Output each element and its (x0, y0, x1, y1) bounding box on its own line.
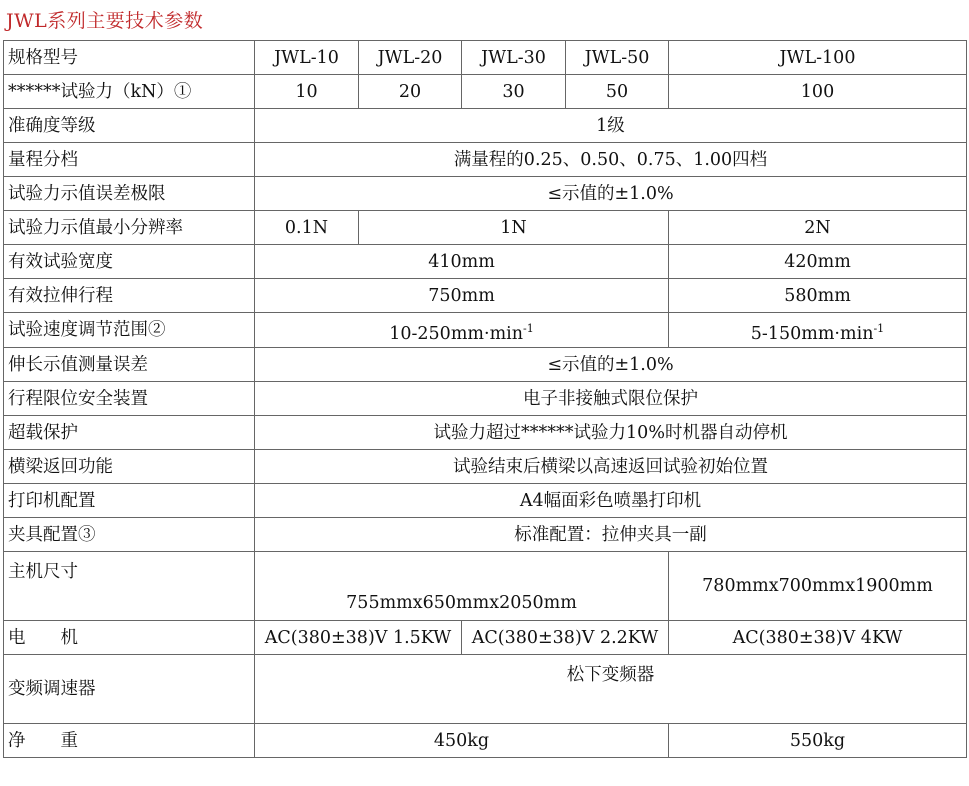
table-row (4, 655, 967, 724)
value-cell: AC(380±38)V 1.5KW (255, 621, 462, 655)
table-row (4, 382, 967, 416)
value-cell: 0.1N (255, 211, 359, 245)
row-label: 行程限位安全装置 (4, 382, 255, 416)
value-cell: AC(380±38)V 4KW (669, 621, 967, 655)
row-label: 变频调速器 (4, 655, 255, 724)
table-row (4, 75, 967, 109)
table-row (4, 450, 967, 484)
row-label: 试验力示值最小分辨率 (4, 211, 255, 245)
table-row (4, 211, 967, 245)
row-label: 规格型号 (4, 41, 255, 75)
value-cell: 780mmx700mmx1900mm (669, 552, 967, 621)
row-label (4, 552, 255, 621)
value-cell (255, 655, 967, 724)
value-cell: ≤示值的±1.0% (255, 348, 967, 382)
table-row (4, 279, 967, 313)
row-label: 试验速度调节范围② (4, 313, 255, 348)
inverter-value: 松下变频器 (566, 665, 655, 685)
unit-exponent: -1 (523, 322, 534, 336)
value-cell: 50 (566, 75, 669, 109)
table-row (4, 416, 967, 450)
value-cell: 450kg (255, 724, 669, 758)
table-row (4, 177, 967, 211)
speed-value: 10-250mm·min (389, 324, 524, 344)
row-label: 有效试验宽度 (4, 245, 255, 279)
row-label: 超载保护 (4, 416, 255, 450)
row-label: 净 重 (4, 724, 255, 758)
table-row (4, 313, 967, 348)
table-row (4, 41, 967, 75)
table-row (4, 621, 967, 655)
value-cell: 1N (359, 211, 669, 245)
value-cell: 100 (669, 75, 967, 109)
table-row (4, 348, 967, 382)
model-cell: JWL-100 (669, 41, 967, 75)
value-cell: 420mm (669, 245, 967, 279)
dimension-value: 755mmx650mmx2050mm (346, 593, 577, 613)
row-label: 准确度等级 (4, 109, 255, 143)
value-cell (255, 552, 669, 621)
row-label: 试验力示值误差极限 (4, 177, 255, 211)
value-cell (669, 313, 967, 348)
row-label: ******试验力（kN）① (4, 75, 255, 109)
row-label: 电 机 (4, 621, 255, 655)
value-cell: AC(380±38)V 2.2KW (462, 621, 669, 655)
model-cell: JWL-30 (462, 41, 566, 75)
row-label: 伸长示值测量误差 (4, 348, 255, 382)
speed-value: 5-150mm·min (750, 324, 874, 344)
value-cell: 580mm (669, 279, 967, 313)
value-cell: 20 (359, 75, 462, 109)
page-title: JWL系列主要技术参数 (6, 10, 204, 32)
value-cell: 410mm (255, 245, 669, 279)
row-label: 夹具配置③ (4, 518, 255, 552)
value-cell: 满量程的0.25、0.50、0.75、1.00四档 (255, 143, 967, 177)
value-cell: 电子非接触式限位保护 (255, 382, 967, 416)
table-row (4, 484, 967, 518)
value-cell: ≤示值的±1.0% (255, 177, 967, 211)
model-cell: JWL-20 (359, 41, 462, 75)
model-cell: JWL-50 (566, 41, 669, 75)
value-cell (255, 313, 669, 348)
row-label: 打印机配置 (4, 484, 255, 518)
unit-exponent: -1 (873, 322, 885, 336)
value-cell: 750mm (255, 279, 669, 313)
table-row (4, 143, 967, 177)
row-label-text: 主机尺寸 (8, 562, 78, 582)
value-cell: 2N (669, 211, 967, 245)
row-label: 有效拉伸行程 (4, 279, 255, 313)
table-row (4, 518, 967, 552)
value-cell: 试验力超过******试验力10%时机器自动停机 (255, 416, 967, 450)
value-cell: 30 (462, 75, 566, 109)
value-cell: 10 (255, 75, 359, 109)
table-row (4, 109, 967, 143)
value-cell: 550kg (669, 724, 967, 758)
table-row (4, 724, 967, 758)
row-label: 横梁返回功能 (4, 450, 255, 484)
table-row (4, 552, 967, 621)
spec-table (3, 40, 967, 758)
value-cell: 标准配置：拉伸夹具一副 (255, 518, 967, 552)
value-cell: A4幅面彩色喷墨打印机 (255, 484, 967, 518)
row-label: 量程分档 (4, 143, 255, 177)
table-row (4, 245, 967, 279)
model-cell: JWL-10 (255, 41, 359, 75)
value-cell: 试验结束后横梁以高速返回试验初始位置 (255, 450, 967, 484)
value-cell: 1级 (255, 109, 967, 143)
